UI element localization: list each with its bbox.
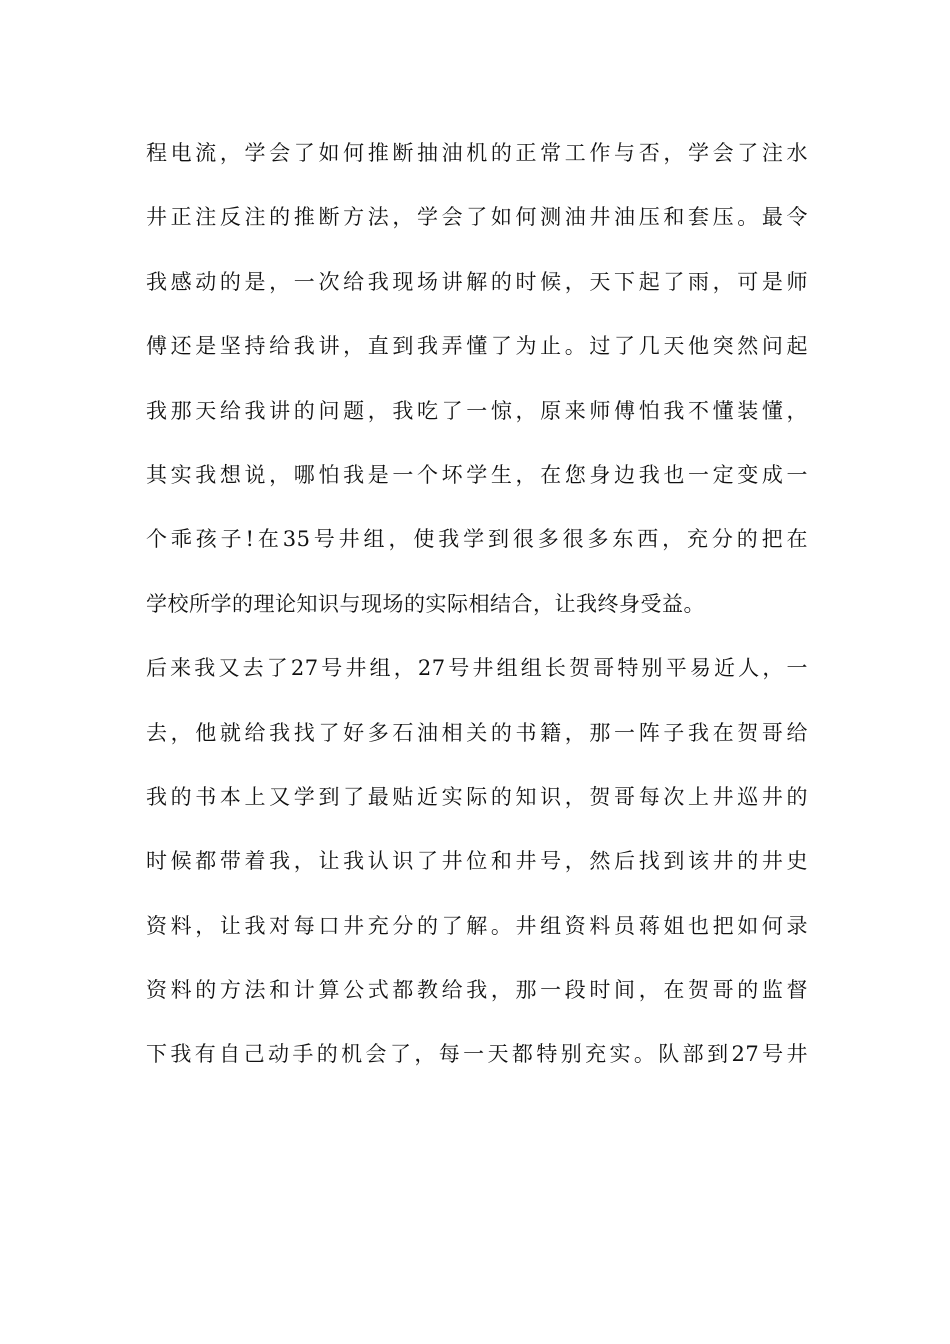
body-text [146,126,808,1092]
text-line: 我的书本上又学到了最贴近实际的知识，贺哥每次上井巡井的 [146,784,808,809]
text-line: 个乖孩子!在35号井组，使我学到很多很多东西，充分的把在 [146,527,808,552]
text-line: 程电流，学会了如何推断抽油机的正常工作与否，学会了注水 [146,141,808,165]
text-line: 资料，让我对每口井充分的了解。井组资料员蒋姐也把如何录 [146,913,808,938]
text-line: 去，他就给我找了好多石油相关的书籍，那一阵子我在贺哥给 [146,720,808,745]
text-line: 其实我想说，哪怕我是一个坏学生，在您身边我也一定变成一 [146,462,808,487]
text-line: 我感动的是，一次给我现场讲解的时候，天下起了雨，可是师 [146,269,808,294]
text-line: 我那天给我讲的问题，我吃了一惊，原来师傅怕我不懂装懂， [146,398,808,423]
paragraph-end-line: 学校所学的理论知识与现场的实际相结合，让我终身受益。 [146,591,705,616]
text-line: 傅还是坚持给我讲，直到我弄懂了为止。过了几天他突然问起 [146,334,808,359]
paragraph-start-line: 后来我又去了27号井组，27号井组组长贺哥特别平易近人，一 [146,656,808,681]
text-line: 下我有自己动手的机会了，每一天都特别充实。队部到27号井 [146,1042,808,1067]
text-line: 井正注反注的推断方法，学会了如何测油井油压和套压。最令 [146,205,808,230]
text-line: 时候都带着我，让我认识了井位和井号，然后找到该井的井史 [146,849,808,874]
text-line: 资料的方法和计算公式都教给我，那一段时间，在贺哥的监督 [146,978,808,1003]
